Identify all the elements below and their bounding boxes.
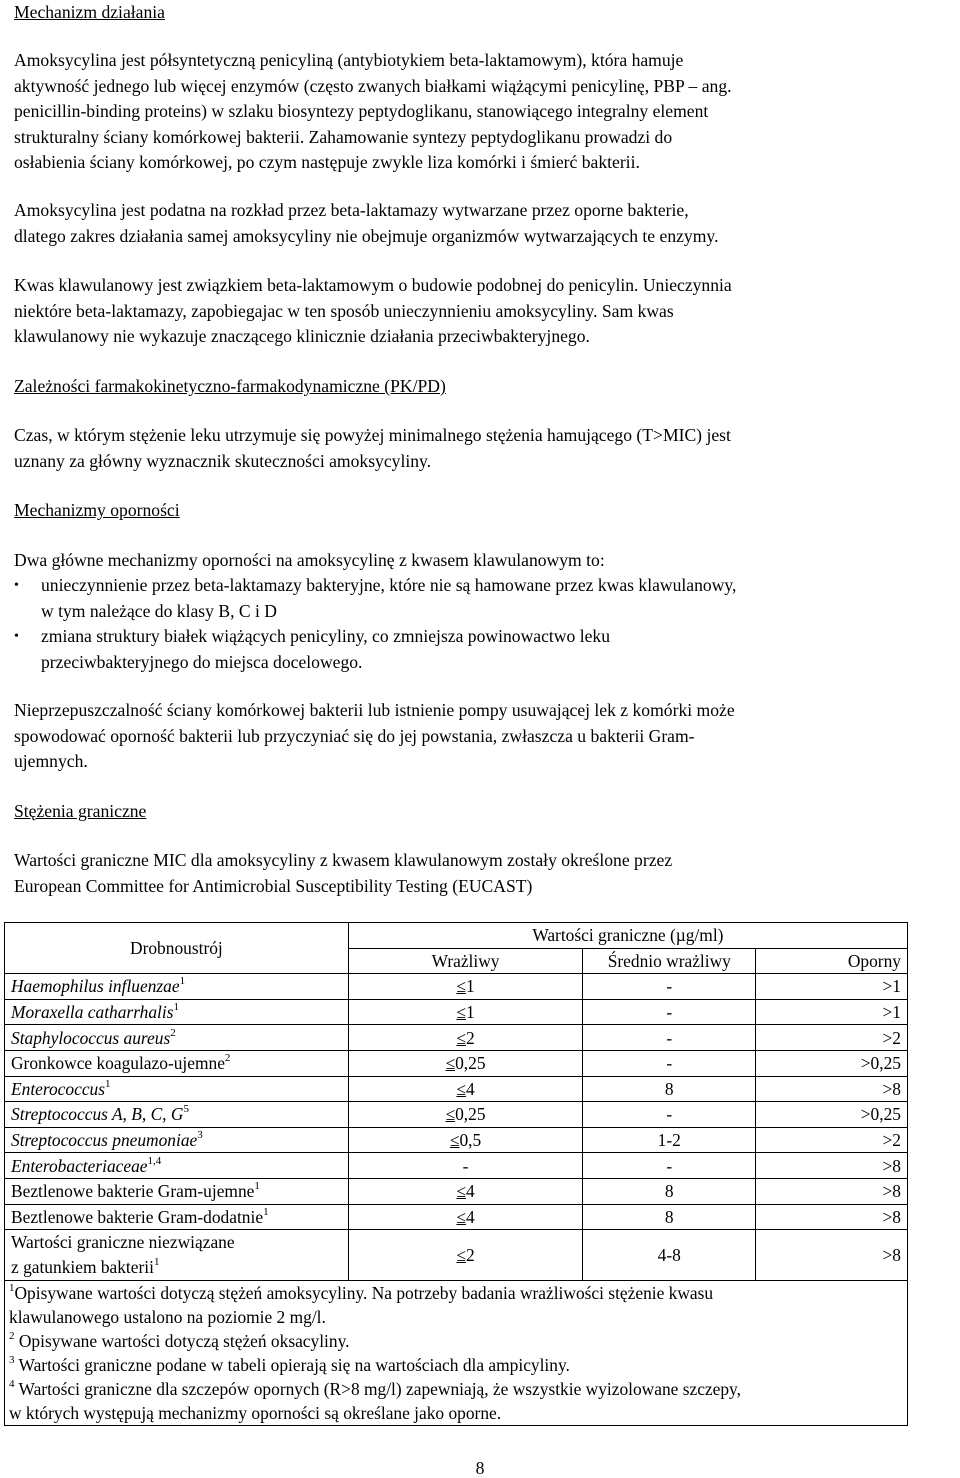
paragraph-mechanism-2: Amoksycylina jest podatna na rozkład przez beta-laktamazy wytwarzane przez oporne bakterie, dlatego zakres działania samej amoksycyliny nie obejmuje organizmów wytwarzających te enzymy. [14,200,719,246]
page-number: 8 [475,1458,485,1478]
heading-resistance: Mechanizmy oporności [14,500,180,520]
table-row: Enterococcus$^1$ ≤4 8 >8 [5,1076,908,1102]
heading-breakpoints: Stężenia graniczne [14,801,147,821]
list-item: • zmiana struktury białek wiążących penicyliny, co zmniejsza powinowactwo leku przeciwbakteryjnego do miejsca docelowego. [14,626,610,672]
paragraph-pkpd: Czas, w którym stężenie leku utrzymuje się powyżej minimalnego stężenia hamującego (T>MIC) jest uznany za główny wyznacznik skuteczności amoksycyliny. [14,425,731,471]
heading-pkpd: Zależności farmakokinetyczno-farmakodynamiczne (PK/PD) [14,376,446,396]
table-row: Enterobacteriaceae$^{1,4}$ - - >8 [5,1153,908,1179]
list-item: • unieczynnienie przez beta-laktamazy bakteryjne, które nie są hamowane przez kwas klawulanowy, w tym należące do klasy B, C i D [14,575,737,621]
table-row: Streptococcus A, B, C, $G^5$ ≤0,25 - >0,25 [5,1102,908,1128]
table-header-row [5,923,908,949]
bullet-icon: • [14,629,19,644]
header-organism: Drobnoustrój [5,923,349,974]
resistance-bullet-list [14,573,914,675]
header-sensitive: Wrażliwy [348,948,583,974]
paragraph-breakpoints: Wartości graniczne MIC dla amoksycyliny z kwasem klawulanowym zostały określone przez European Committee for Antimicrobial Susceptibility Testing (EUCAST) [14,850,673,896]
table-footnotes: $^1$Opisywane wartości dotyczą stężeń amoksycyliny. Na potrzeby badania wrażliwości stężenie kwasu klawulanowego ustalono na poziomie 2 mg/l. $^2$ Opisywane wartości dotyczą stężeń oksacyliny. $^3$ Wartości graniczne podane w tabeli opierają się na wartościach dla ampicyliny. $^4$ Wartości graniczne dla szczepów opornych (R>8 mg/l) zapewniają, że wszystkie wyizolowane szczepy, w których występują mechanizmy oporności są określane jako oporne. [5,1281,908,1426]
header-resistant: Oporny [756,948,908,974]
footnote-3: $^3$ Wartości graniczne podane w tabeli opierają się na wartościach dla ampicyliny. [9,1354,570,1376]
table-row: Beztlenowe bakterie Gram-ujemne$^1$ ≤4 8 >8 [5,1178,908,1204]
paragraph-resistance-2: Nieprzepuszczalność ściany komórkowej bakterii lub istnienie pompy usuwającej lek z komórki może spowodować oporność bakterii lub przyczyniać się do jej powstania, zwłaszcza u bakterii Gram- ujemnych. [14,700,735,771]
bullet-icon: • [14,578,19,593]
footnote-1: $^1$Opisywane wartości dotyczą stężeń amoksycyliny. Na potrzeby badania wrażliwości stężenie kwasu [9,1282,714,1304]
paragraph-mechanism-3: Kwas klawulanowy jest związkiem beta-laktamowym o budowie podobnej do penicylin. Unieczynnia niektóre beta-laktamazy, zapobiegajac w ten sposób unieczynnieniu amoksycyliny. Sam kwas klawulanowy nie wykazuje znaczącego klinicznie działania przeciwbakteryjnego. [14,275,732,346]
table-row: Gronkowce koagulazo-ujemne$^2$ ≤0,25 - >0,25 [5,1050,908,1076]
paragraph-resistance-intro: Dwa główne mechanizmy oporności na amoksycylinę z kwasem klawulanowym to: [14,550,605,570]
table-row: Moraxella catharrhalis$^1$ ≤1 - >1 [5,999,908,1025]
paragraph-mechanism-1: Amoksycylina jest półsyntetyczną penicyliną (antybiotykiem beta-laktamowym), która hamuje aktywność jednego lub więcej enzymów (często zwanych białkami wiążącymi penicylinę, PBP – ang. penicillin-binding proteins) w szlaku biosyntezy peptydoglikanu, stanowiącego integralny element strukturalny ściany komórkowej bakterii. Zahamowanie syntezy peptydoglikanu prowadzi do osłabienia ściany komórkowej, po czym następuje zwykle liza komórki i śmierć bakterii. [14,50,732,172]
table-row: Beztlenowe bakterie Gram-dodatnie$^1$ ≤4 8 >8 [5,1204,908,1230]
table-footnotes-row [5,1281,908,1426]
footnote-4: $^4$ Wartości graniczne dla szczepów opornych (R>8 mg/l) zapewniają, że wszystkie wyizolowane szczepy, [9,1378,741,1400]
breakpoints-table [4,922,908,1426]
header-intermediate: Średnio wrażliwy [583,948,756,974]
footnote-2: $^2$ Opisywane wartości dotyczą stężeń oksacyliny. [9,1330,350,1352]
header-breakpoint-values: Wartości graniczne (µg/ml) [348,923,907,949]
table-row: Staphylococcus aureus$^2$ ≤2 - >2 [5,1025,908,1051]
heading-mechanism: Mechanizm działania [14,2,165,22]
table-row: Haemophilus influenzae$^1$ ≤1 - >1 [5,974,908,1000]
table-row: Streptococcus pneumoniae$^3$ ≤0,5 1-2 >2 [5,1127,908,1153]
table-row: Wartości graniczne niezwiązane z gatunkiem bakterii$^1$ ≤2 4-8 >8 [5,1230,908,1281]
